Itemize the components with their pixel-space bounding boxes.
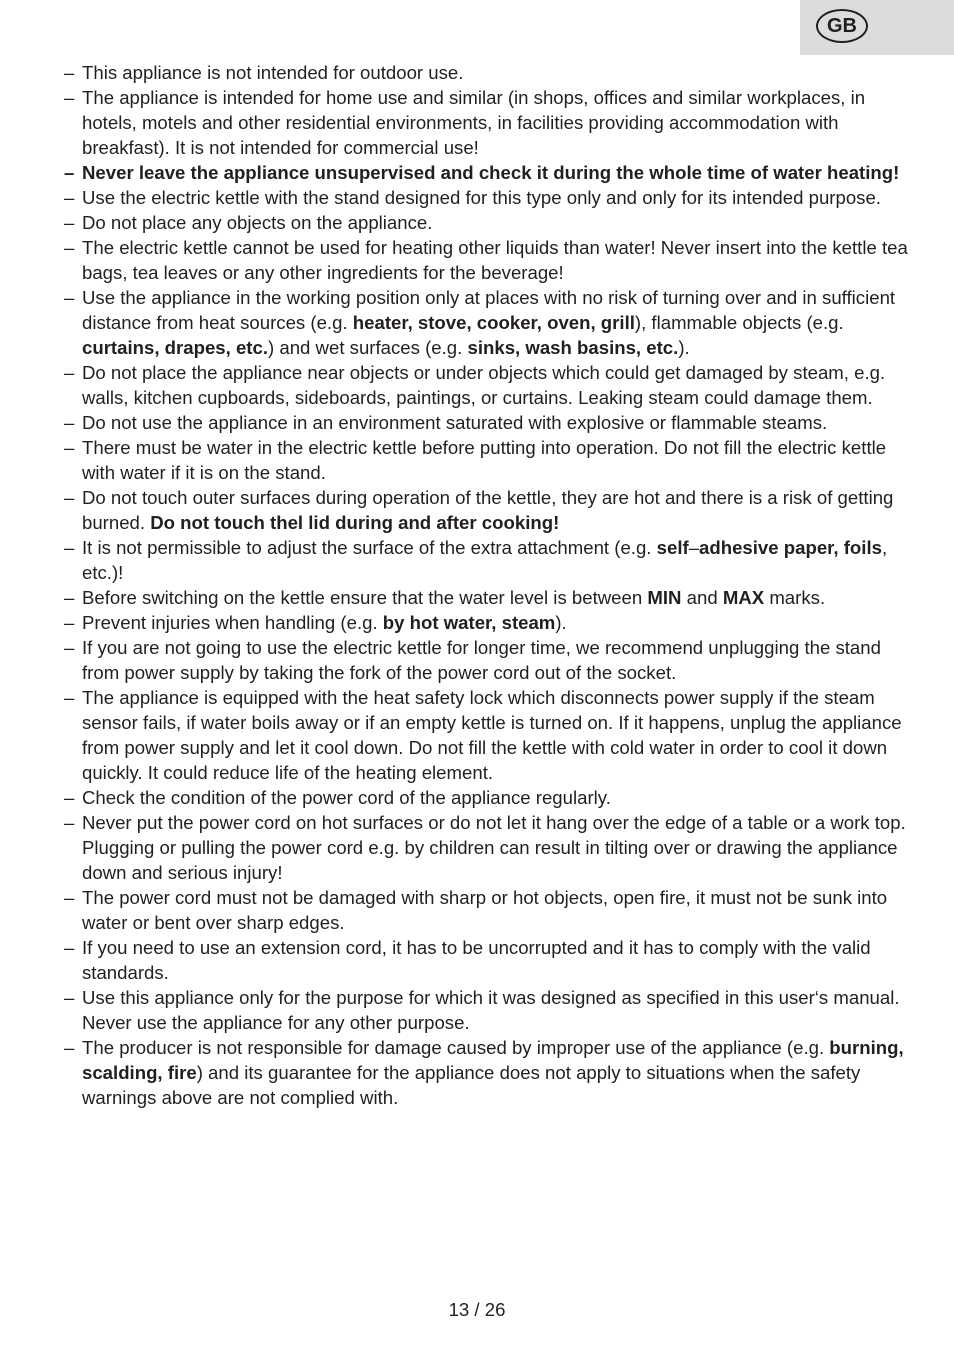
list-bullet-dash: – — [64, 487, 75, 508]
text: ). — [555, 612, 567, 633]
text: Before switching on the kettle ensure that the water level is between — [82, 587, 648, 608]
text: Use the electric kettle with the stand designed for this type only and only for its intended purpose. — [82, 187, 881, 208]
bold-text: Do not touch thel lid during and after cooking! — [150, 512, 560, 533]
text: Do not touch outer surfaces during operation of the kettle, they are hot and there is a risk of getting burned. — [82, 487, 894, 533]
bold-text: MIN — [647, 587, 682, 608]
text: The producer is not responsible for damage caused by improper use of the appliance (e.g. — [82, 1037, 830, 1058]
list-item — [64, 810, 909, 885]
text: Do not place the appliance near objects or under objects which could get damaged by steam, e.g. walls, kitchen cupboards, sideboards, paintings, or curtains. Leaking steam could damage them. — [82, 362, 886, 408]
list-bullet-dash: – — [64, 287, 75, 308]
list-bullet-dash: – — [64, 787, 75, 808]
list-item — [64, 160, 909, 185]
list-item — [64, 435, 909, 485]
text: The appliance is intended for home use and similar (in shops, offices and similar workplaces, in hotels, motels and other residential environments, in facilities providing accommodation with breakfast). It is not intended for commercial use! — [82, 87, 866, 158]
list-item — [64, 585, 909, 610]
list-bullet-dash: – — [64, 887, 75, 908]
bold-text: curtains, drapes, etc. — [82, 337, 269, 358]
list-item — [64, 885, 909, 935]
list-item — [64, 410, 909, 435]
text: ) and its guarantee for the appliance does not apply to situations when the safety warnings above are not complied with. — [82, 1062, 861, 1108]
safety-instructions-list — [64, 60, 909, 1110]
list-bullet-dash: – — [64, 612, 75, 633]
list-item — [64, 60, 909, 85]
list-item — [64, 235, 909, 285]
page-number: 13 / 26 — [448, 1299, 506, 1320]
bold-text: sinks, wash basins, etc. — [467, 337, 679, 358]
text: If you are not going to use the electric kettle for longer time, we recommend unplugging the stand from power supply by taking the fork of the power cord out of the socket. — [82, 637, 881, 683]
list-bullet-dash: – — [64, 87, 75, 108]
language-badge: GB — [816, 9, 868, 43]
list-bullet-dash: – — [64, 587, 75, 608]
text: This appliance is not intended for outdoor use. — [82, 62, 464, 83]
list-bullet-dash: – — [64, 687, 75, 708]
text: and — [681, 587, 723, 608]
text: , etc.)! — [82, 537, 888, 583]
list-item — [64, 685, 909, 785]
list-bullet-dash: – — [64, 637, 75, 658]
text: It is not permissible to adjust the surface of the extra attachment (e.g. — [82, 537, 657, 558]
text: Do not use the appliance in an environment saturated with explosive or flammable steams. — [82, 412, 828, 433]
list-item — [64, 935, 909, 985]
text: Use this appliance only for the purpose for which it was designed as specified in this user‘s manual. Never use the appliance for any other purpose. — [82, 987, 900, 1033]
list-item — [64, 360, 909, 410]
language-tab — [800, 0, 954, 55]
list-bullet-dash: – — [64, 437, 75, 458]
list-item — [64, 610, 909, 635]
text: Check the condition of the power cord of the appliance regularly. — [82, 787, 611, 808]
text: Prevent injuries when handling (e.g. — [82, 612, 383, 633]
text: – — [688, 537, 700, 558]
bold-text: self — [656, 537, 689, 558]
bold-text: by hot water, steam — [382, 612, 556, 633]
list-bullet-dash: – — [64, 237, 75, 258]
list-bullet-dash: – — [64, 937, 75, 958]
list-bullet-dash: – — [64, 62, 75, 83]
list-bullet-dash: – — [64, 412, 75, 433]
text: ). — [678, 337, 690, 358]
list-item — [64, 635, 909, 685]
list-item — [64, 985, 909, 1035]
list-item — [64, 85, 909, 160]
list-bullet-dash: – — [64, 1037, 75, 1058]
list-item — [64, 285, 909, 360]
text: The electric kettle cannot be used for heating other liquids than water! Never insert into the kettle tea bags, tea leaves or any other ingredients for the beverage! — [82, 237, 908, 283]
list-bullet-dash: – — [64, 537, 75, 558]
list-bullet-dash: – — [64, 212, 75, 233]
text: The power cord must not be damaged with sharp or hot objects, open fire, it must not be sunk into water or bent over sharp edges. — [82, 887, 888, 933]
bold-text: Never leave the appliance unsupervised and check it during the whole time of water heating! — [82, 162, 900, 183]
text: Do not place any objects on the appliance. — [82, 212, 433, 233]
list-item — [64, 210, 909, 235]
text: ), flammable objects (e.g. — [634, 312, 844, 333]
text: Never put the power cord on hot surfaces or do not let it hang over the edge of a table or a work top. Plugging or pulling the power cord e.g. by children can result in tilting over or drawing the appliance down and serious injury! — [82, 812, 906, 883]
text: There must be water in the electric kettle before putting into operation. Do not fill the electric kettle with water if it is on the stand. — [82, 437, 887, 483]
list-bullet-dash: – — [64, 187, 75, 208]
text: ) and wet surfaces (e.g. — [268, 337, 468, 358]
text: marks. — [764, 587, 826, 608]
bold-text: burning, scalding, fire — [82, 1037, 904, 1083]
text: The appliance is equipped with the heat safety lock which disconnects power supply if the steam sensor fails, if water boils away or if an empty kettle is turned on. If it happens, unplug the appliance from power supply and let it cool down. Do not fill the kettle with cold water in order to cool it down quickly. It could reduce life of the heating element. — [82, 687, 902, 783]
text: If you need to use an extension cord, it has to be uncorrupted and it has to comply with the valid standards. — [82, 937, 871, 983]
bold-text: MAX — [722, 587, 765, 608]
bold-text: heater, stove, cooker, oven, grill — [352, 312, 635, 333]
list-bullet-dash: – — [64, 362, 75, 383]
list-bullet-dash: – — [64, 812, 75, 833]
list-item — [64, 485, 909, 535]
list-item — [64, 785, 909, 810]
list-item — [64, 1035, 909, 1110]
list-bullet-dash: – — [64, 987, 75, 1008]
text: Use the appliance in the working position only at places with no risk of turning over and in sufficient distance from heat sources (e.g. — [82, 287, 896, 333]
list-item — [64, 185, 909, 210]
list-item — [64, 535, 909, 585]
list-bullet-dash: – — [64, 162, 75, 183]
bold-text: adhesive paper, foils — [699, 537, 882, 558]
